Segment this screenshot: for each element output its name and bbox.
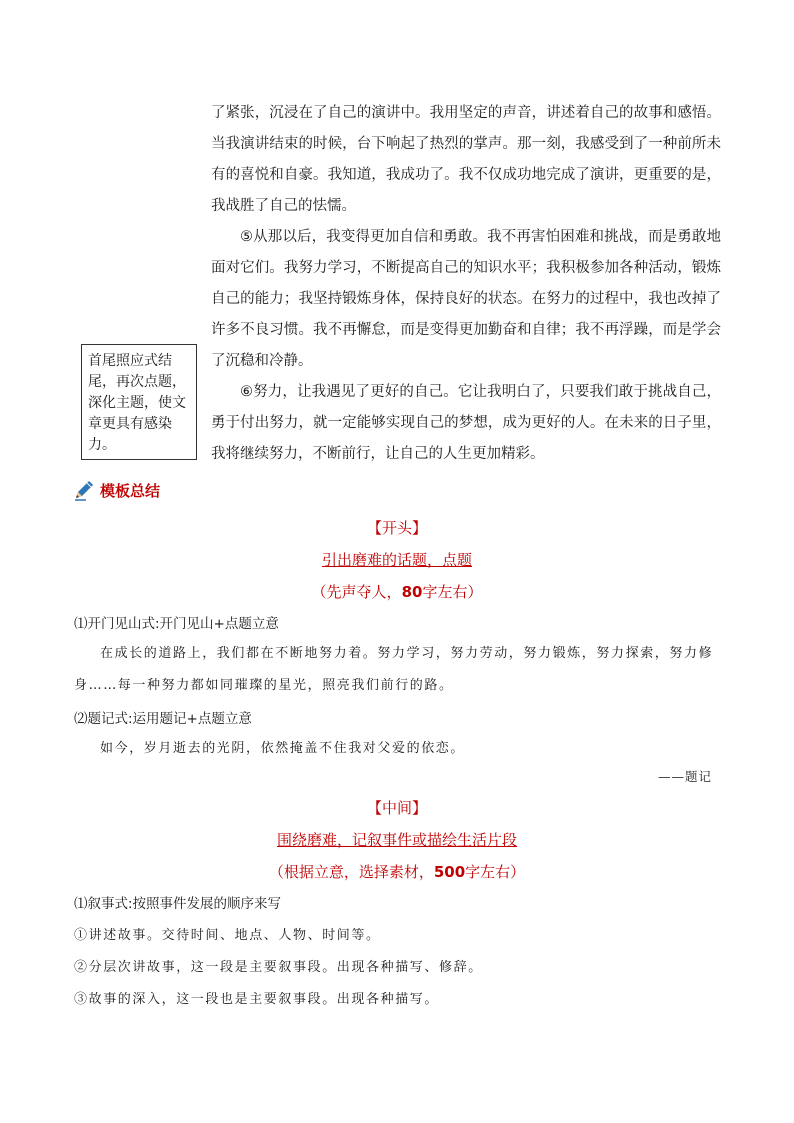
list-item: ③故事的深入，这一段也是主要叙事段。出现各种描写。: [74, 992, 440, 1007]
essay-paragraph-6: ⑥努力，让我遇见了更好的自己。它让我明白了，只要我们敢于挑战自己，勇于付出努力，就一定能够实现自己的梦想，成为更好的人。在未来的日子里，我将继续努力，不断前行，让自己的人生更加精彩。: [211, 384, 721, 462]
middle-section-heading: 【中间】: [366, 799, 427, 817]
opening-method-1-label: ⑴开门见山式:开门见山+点题立意: [74, 616, 279, 632]
essay-paragraph-5: ⑤从那以后，我变得更加自信和勇敢。我不再害怕困难和挑战，而是勇敢地面对它们。我努力学习，不断提高自己的知识水平；我积极参加各种活动，锻炼自己的能力；我坚持锻炼身体，保持良好的状态。在努力的过程中，我也改掉了许多不良习惯。我不再懈怠，而是变得更加勤奋和自律；我不再浮躁，而是学会了沉稳和冷静。: [211, 229, 721, 369]
opening-section-heading: 【开头】: [366, 519, 427, 537]
essay-paragraph-4-tail: 了紧张，沉浸在了自己的演讲中。我用坚定的声音，讲述着自己的故事和感悟。当我演讲结束的时候，台下响起了热烈的掌声。那一刻，我感受到了一种前所未有的喜悦和自豪。我知道，我成功了。我不仅成功地完成了演讲，更重要的是，我战胜了自己的怯懦。: [211, 105, 721, 214]
margin-annotation-box: [81, 344, 197, 460]
middle-method-1-label: ⑴叙事式:按照事件发展的顺序来写: [74, 896, 282, 912]
opening-method-2-label: ⑵题记式:运用题记+点题立意: [74, 711, 252, 727]
opening-subtitle: 引出磨难的话题，点题: [321, 551, 472, 569]
middle-subtitle: 围绕磨难，记叙事件或描绘生活片段: [276, 831, 517, 849]
list-item: ②分层次讲故事，这一段是主要叙事段。出现各种描写、修辞。: [74, 960, 483, 975]
summary-title: 模板总结: [100, 481, 161, 500]
essay-excerpt: [211, 98, 721, 470]
summary-heading: [72, 478, 160, 502]
pencil-icon: [72, 478, 96, 502]
inscription-signature: ——题记: [657, 769, 712, 784]
list-item: ①讲述故事。交待时间、地点、人物、时间等。: [74, 928, 381, 943]
margin-annotation-text: 首尾照应式结尾，再次点题，深化主题，使文章更具有感染力。: [88, 353, 186, 453]
opening-method-1-example: 在成长的道路上，我们都在不断地努力着。努力学习，努力劳动，努力锻炼，努力探索，努力修身……每一种努力都如同璀璨的星光，照亮我们前行的路。: [74, 646, 714, 693]
opening-word-count: （先声夺人，80字左右）: [311, 583, 483, 601]
opening-method-2-example: 如今，岁月逝去的光阴，依然掩盖不住我对父爱的依恋。: [100, 741, 466, 756]
middle-word-count: （根据立意，选择素材，500字左右）: [268, 863, 526, 881]
